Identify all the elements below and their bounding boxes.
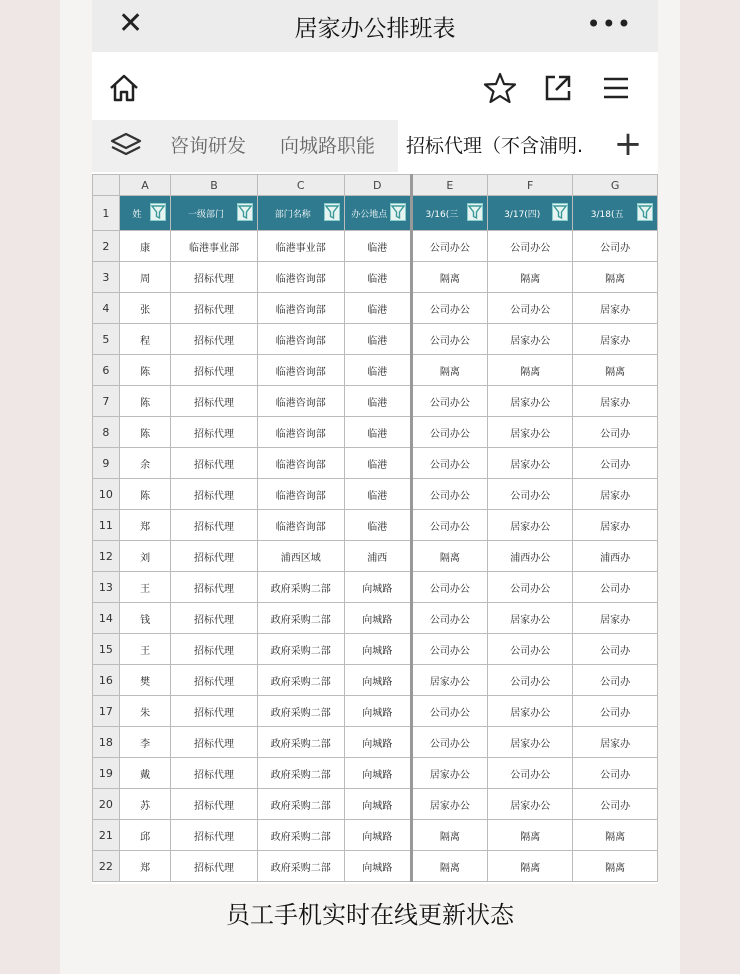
table-cell[interactable]: 公司办公 bbox=[488, 293, 573, 324]
table-cell[interactable]: 公司办公 bbox=[411, 727, 487, 758]
table-cell[interactable]: 隔离 bbox=[573, 820, 658, 851]
table-row bbox=[93, 789, 658, 820]
column-header[interactable]: C bbox=[257, 175, 344, 196]
table-cell[interactable]: 居家办 bbox=[573, 324, 658, 355]
table-row bbox=[93, 231, 658, 262]
table-row bbox=[93, 448, 658, 479]
table-cell[interactable]: 公司办 bbox=[573, 572, 658, 603]
row-number[interactable]: 2 bbox=[93, 231, 120, 262]
table-cell[interactable]: 向城路 bbox=[344, 665, 411, 696]
table-cell[interactable]: 招标代理 bbox=[171, 758, 257, 789]
table-cell[interactable]: 临港 bbox=[344, 417, 411, 448]
row-number[interactable]: 17 bbox=[93, 696, 120, 727]
table-cell[interactable]: 隔离 bbox=[411, 851, 487, 882]
table-cell[interactable]: 程 bbox=[119, 324, 171, 355]
table-cell[interactable]: 临港咨询部 bbox=[257, 355, 344, 386]
table-cell[interactable]: 招标代理 bbox=[171, 510, 257, 541]
table-cell[interactable]: 招标代理 bbox=[171, 355, 257, 386]
table-cell[interactable]: 向城路 bbox=[344, 727, 411, 758]
table-cell[interactable]: 李 bbox=[119, 727, 171, 758]
table-cell[interactable]: 政府采购二部 bbox=[257, 665, 344, 696]
table-cell[interactable]: 临港咨询部 bbox=[257, 417, 344, 448]
table-cell[interactable]: 临港 bbox=[344, 231, 411, 262]
table-cell[interactable]: 政府采购二部 bbox=[257, 603, 344, 634]
table-cell[interactable]: 居家办 bbox=[573, 386, 658, 417]
table-cell[interactable]: 隔离 bbox=[573, 851, 658, 882]
table-cell[interactable]: 公司办 bbox=[573, 634, 658, 665]
table-cell[interactable]: 刘 bbox=[119, 541, 171, 572]
column-header[interactable]: G bbox=[573, 175, 658, 196]
tab-sheet-1[interactable]: 咨询研发 bbox=[170, 135, 247, 157]
table-cell[interactable]: 公司办公 bbox=[411, 634, 487, 665]
table-cell[interactable]: 公司办 bbox=[573, 231, 658, 262]
table-cell[interactable]: 郑 bbox=[119, 510, 171, 541]
row-number[interactable]: 3 bbox=[93, 262, 120, 293]
table-cell[interactable]: 隔离 bbox=[488, 262, 573, 293]
table-cell[interactable]: 公司办 bbox=[573, 789, 658, 820]
table-cell[interactable]: 居家办 bbox=[573, 510, 658, 541]
row-number[interactable]: 10 bbox=[93, 479, 120, 510]
table-cell[interactable]: 政府采购二部 bbox=[257, 789, 344, 820]
table-cell[interactable]: 公司办公 bbox=[411, 324, 487, 355]
row-number[interactable]: 13 bbox=[93, 572, 120, 603]
table-cell[interactable]: 向城路 bbox=[344, 851, 411, 882]
spreadsheet-grid bbox=[92, 174, 658, 884]
table-cell[interactable]: 居家办公 bbox=[488, 386, 573, 417]
table-cell[interactable]: 居家办公 bbox=[488, 448, 573, 479]
table-cell[interactable]: 临港 bbox=[344, 324, 411, 355]
table-cell[interactable]: 临港事业部 bbox=[171, 231, 257, 262]
table-cell[interactable]: 政府采购二部 bbox=[257, 758, 344, 789]
table-cell[interactable]: 政府采购二部 bbox=[257, 696, 344, 727]
table-cell[interactable]: 公司办公 bbox=[411, 417, 487, 448]
table-cell[interactable]: 招标代理 bbox=[171, 386, 257, 417]
table-cell[interactable]: 居家办公 bbox=[488, 603, 573, 634]
table-row bbox=[93, 634, 658, 665]
filter-icon[interactable] bbox=[467, 203, 483, 221]
select-all-corner[interactable] bbox=[93, 175, 120, 196]
header-cell[interactable] bbox=[573, 196, 658, 231]
header-cell[interactable] bbox=[488, 196, 573, 231]
table-cell[interactable]: 政府采购二部 bbox=[257, 851, 344, 882]
table-row bbox=[93, 324, 658, 355]
row-number[interactable]: 18 bbox=[93, 727, 120, 758]
table-cell[interactable]: 临港 bbox=[344, 293, 411, 324]
table-cell[interactable]: 招标代理 bbox=[171, 448, 257, 479]
header-label: 一级部门 bbox=[188, 209, 225, 220]
table-cell[interactable]: 招标代理 bbox=[171, 851, 257, 882]
row-number[interactable]: 20 bbox=[93, 789, 120, 820]
table-cell[interactable]: 临港咨询部 bbox=[257, 324, 344, 355]
table-cell[interactable]: 招标代理 bbox=[171, 417, 257, 448]
table-cell[interactable]: 临港咨询部 bbox=[257, 386, 344, 417]
table-cell[interactable]: 浦西办公 bbox=[488, 541, 573, 572]
row-number[interactable]: 15 bbox=[93, 634, 120, 665]
table-cell[interactable]: 向城路 bbox=[344, 696, 411, 727]
table-row bbox=[93, 572, 658, 603]
filter-icon[interactable] bbox=[637, 203, 653, 221]
page-title: 居家办公排班表 bbox=[294, 16, 456, 42]
column-header[interactable]: F bbox=[488, 175, 573, 196]
sheet-table bbox=[92, 174, 658, 882]
table-cell[interactable]: 居家办 bbox=[573, 293, 658, 324]
table-cell[interactable]: 隔离 bbox=[411, 541, 487, 572]
table-cell[interactable]: 招标代理 bbox=[171, 479, 257, 510]
table-cell[interactable]: 戴 bbox=[119, 758, 171, 789]
home-icon[interactable] bbox=[106, 70, 142, 106]
table-cell[interactable]: 隔离 bbox=[411, 355, 487, 386]
table-cell[interactable]: 隔离 bbox=[411, 262, 487, 293]
table-cell[interactable]: 公司办公 bbox=[411, 231, 487, 262]
table-cell[interactable]: 向城路 bbox=[344, 789, 411, 820]
table-cell[interactable]: 公司办公 bbox=[411, 603, 487, 634]
table-cell[interactable]: 居家办公 bbox=[488, 324, 573, 355]
table-cell[interactable]: 居家办 bbox=[573, 479, 658, 510]
table-row bbox=[93, 727, 658, 758]
table-cell[interactable]: 公司办公 bbox=[411, 448, 487, 479]
header-cell[interactable] bbox=[171, 196, 257, 231]
table-cell[interactable]: 临港 bbox=[344, 479, 411, 510]
table-cell[interactable]: 公司办公 bbox=[411, 386, 487, 417]
column-header[interactable]: E bbox=[411, 175, 487, 196]
table-cell[interactable]: 公司办公 bbox=[411, 572, 487, 603]
filter-icon[interactable] bbox=[552, 203, 568, 221]
table-cell[interactable]: 张 bbox=[119, 293, 171, 324]
column-header-row bbox=[93, 175, 658, 196]
table-cell[interactable]: 公司办公 bbox=[488, 758, 573, 789]
header-cell[interactable] bbox=[119, 196, 171, 231]
table-cell[interactable]: 招标代理 bbox=[171, 293, 257, 324]
table-cell[interactable]: 王 bbox=[119, 634, 171, 665]
row-number[interactable]: 21 bbox=[93, 820, 120, 851]
table-cell[interactable]: 临港 bbox=[344, 510, 411, 541]
table-cell[interactable]: 政府采购二部 bbox=[257, 572, 344, 603]
table-cell[interactable]: 公司办公 bbox=[488, 634, 573, 665]
table-cell[interactable]: 临港 bbox=[344, 262, 411, 293]
close-icon[interactable]: ✕ bbox=[118, 6, 144, 41]
row-number[interactable]: 12 bbox=[93, 541, 120, 572]
table-cell[interactable]: 政府采购二部 bbox=[257, 820, 344, 851]
table-cell[interactable]: 居家办公 bbox=[488, 727, 573, 758]
table-cell[interactable]: 王 bbox=[119, 572, 171, 603]
table-row bbox=[93, 355, 658, 386]
table-cell[interactable]: 居家办公 bbox=[411, 665, 487, 696]
table-cell[interactable]: 公司办公 bbox=[411, 510, 487, 541]
table-header-row bbox=[93, 196, 658, 231]
row-number[interactable]: 9 bbox=[93, 448, 120, 479]
table-row bbox=[93, 758, 658, 789]
table-cell[interactable]: 公司办 bbox=[573, 417, 658, 448]
table-cell[interactable]: 居家办公 bbox=[411, 758, 487, 789]
header-label: 部门名称 bbox=[274, 209, 311, 220]
table-cell[interactable]: 向城路 bbox=[344, 572, 411, 603]
table-cell[interactable]: 临港事业部 bbox=[257, 231, 344, 262]
table-row bbox=[93, 262, 658, 293]
table-cell[interactable]: 樊 bbox=[119, 665, 171, 696]
table-cell[interactable]: 公司办公 bbox=[488, 572, 573, 603]
table-cell[interactable]: 居家办公 bbox=[488, 510, 573, 541]
table-cell[interactable]: 居家办 bbox=[573, 603, 658, 634]
table-cell[interactable]: 居家办 bbox=[573, 727, 658, 758]
table-cell[interactable]: 隔离 bbox=[411, 820, 487, 851]
table-cell[interactable]: 招标代理 bbox=[171, 696, 257, 727]
table-cell[interactable]: 居家办公 bbox=[488, 789, 573, 820]
menu-icon[interactable] bbox=[598, 70, 634, 106]
table-cell[interactable]: 公司办公 bbox=[488, 231, 573, 262]
table-cell[interactable]: 隔离 bbox=[573, 355, 658, 386]
table-cell[interactable]: 临港咨询部 bbox=[257, 293, 344, 324]
table-cell[interactable]: 康 bbox=[119, 231, 171, 262]
table-cell[interactable]: 向城路 bbox=[344, 820, 411, 851]
header-label: 办公地点 bbox=[351, 209, 388, 220]
table-cell[interactable]: 周 bbox=[119, 262, 171, 293]
table-cell[interactable]: 公司办 bbox=[573, 448, 658, 479]
filter-icon[interactable] bbox=[150, 203, 166, 221]
row-number[interactable]: 11 bbox=[93, 510, 120, 541]
table-cell[interactable]: 招标代理 bbox=[171, 603, 257, 634]
table-cell[interactable]: 陈 bbox=[119, 386, 171, 417]
table-cell[interactable]: 招标代理 bbox=[171, 634, 257, 665]
table-cell[interactable]: 招标代理 bbox=[171, 789, 257, 820]
table-cell[interactable]: 公司办公 bbox=[488, 479, 573, 510]
table-cell[interactable]: 招标代理 bbox=[171, 262, 257, 293]
table-cell[interactable]: 隔离 bbox=[488, 355, 573, 386]
table-cell[interactable]: 临港咨询部 bbox=[257, 448, 344, 479]
row-number[interactable]: 8 bbox=[93, 417, 120, 448]
column-header[interactable]: A bbox=[119, 175, 171, 196]
title-bar bbox=[92, 0, 658, 52]
table-cell[interactable]: 招标代理 bbox=[171, 665, 257, 696]
filter-icon[interactable] bbox=[324, 203, 340, 221]
header-label: 3/18(五 bbox=[590, 209, 624, 220]
table-cell[interactable]: 招标代理 bbox=[171, 541, 257, 572]
toolbar bbox=[92, 60, 658, 116]
table-cell[interactable]: 浦西 bbox=[344, 541, 411, 572]
filter-icon[interactable] bbox=[390, 203, 406, 221]
table-cell[interactable]: 招标代理 bbox=[171, 572, 257, 603]
header-cell[interactable] bbox=[257, 196, 344, 231]
table-cell[interactable]: 临港 bbox=[344, 355, 411, 386]
table-cell[interactable]: 公司办公 bbox=[411, 479, 487, 510]
table-cell[interactable]: 公司办 bbox=[573, 696, 658, 727]
table-cell[interactable]: 向城路 bbox=[344, 758, 411, 789]
more-icon[interactable]: ••• bbox=[586, 10, 632, 38]
tab-sheet-3[interactable]: 招标代理（不含浦明. bbox=[398, 120, 598, 172]
table-cell[interactable]: 向城路 bbox=[344, 634, 411, 665]
table-cell[interactable]: 公司办公 bbox=[411, 293, 487, 324]
table-cell[interactable]: 临港咨询部 bbox=[257, 479, 344, 510]
row-number[interactable]: 7 bbox=[93, 386, 120, 417]
header-cell[interactable] bbox=[411, 196, 487, 231]
layers-icon[interactable] bbox=[108, 130, 144, 162]
row-number[interactable]: 5 bbox=[93, 324, 120, 355]
table-cell[interactable]: 居家办公 bbox=[488, 696, 573, 727]
table-cell[interactable]: 隔离 bbox=[488, 851, 573, 882]
header-label: 3/16(三 bbox=[425, 209, 459, 220]
table-row bbox=[93, 479, 658, 510]
row-number[interactable]: 4 bbox=[93, 293, 120, 324]
table-row bbox=[93, 386, 658, 417]
table-cell[interactable]: 公司办 bbox=[573, 665, 658, 696]
table-row bbox=[93, 510, 658, 541]
table-cell[interactable]: 余 bbox=[119, 448, 171, 479]
header-label: 3/17(四) bbox=[504, 209, 541, 220]
table-row bbox=[93, 417, 658, 448]
phone-screen bbox=[92, 0, 658, 884]
table-cell[interactable]: 临港咨询部 bbox=[257, 510, 344, 541]
table-cell[interactable]: 招标代理 bbox=[171, 324, 257, 355]
table-cell[interactable]: 隔离 bbox=[573, 262, 658, 293]
header-label: 姓 bbox=[132, 209, 142, 220]
table-row bbox=[93, 696, 658, 727]
table-row bbox=[93, 820, 658, 851]
table-cell[interactable]: 陈 bbox=[119, 479, 171, 510]
table-cell[interactable]: 朱 bbox=[119, 696, 171, 727]
tab-sheet-2[interactable]: 向城路职能 bbox=[280, 135, 376, 157]
table-cell[interactable]: 居家办公 bbox=[411, 789, 487, 820]
table-cell[interactable]: 政府采购二部 bbox=[257, 634, 344, 665]
header-cell[interactable] bbox=[344, 196, 411, 231]
row-number[interactable]: 6 bbox=[93, 355, 120, 386]
table-cell[interactable]: 郑 bbox=[119, 851, 171, 882]
table-cell[interactable]: 公司办公 bbox=[488, 665, 573, 696]
column-header[interactable]: D bbox=[344, 175, 411, 196]
share-icon[interactable] bbox=[540, 70, 576, 106]
table-cell[interactable]: 政府采购二部 bbox=[257, 727, 344, 758]
table-cell[interactable]: 居家办公 bbox=[488, 417, 573, 448]
table-cell[interactable]: 陈 bbox=[119, 355, 171, 386]
table-cell[interactable]: 临港 bbox=[344, 386, 411, 417]
plus-icon[interactable]: + bbox=[598, 120, 658, 172]
row-number[interactable]: 14 bbox=[93, 603, 120, 634]
table-cell[interactable]: 浦西办 bbox=[573, 541, 658, 572]
table-cell[interactable]: 隔离 bbox=[488, 820, 573, 851]
table-cell[interactable]: 向城路 bbox=[344, 603, 411, 634]
table-row bbox=[93, 603, 658, 634]
table-row bbox=[93, 293, 658, 324]
table-cell[interactable]: 陈 bbox=[119, 417, 171, 448]
table-row bbox=[93, 665, 658, 696]
filter-icon[interactable] bbox=[237, 203, 253, 221]
table-cell[interactable]: 钱 bbox=[119, 603, 171, 634]
table-cell[interactable]: 临港 bbox=[344, 448, 411, 479]
star-icon[interactable] bbox=[482, 70, 518, 106]
table-row bbox=[93, 851, 658, 882]
table-cell[interactable]: 公司办 bbox=[573, 758, 658, 789]
table-row bbox=[93, 541, 658, 572]
row-number[interactable]: 19 bbox=[93, 758, 120, 789]
sheet-tabs bbox=[92, 120, 658, 172]
row-number[interactable]: 22 bbox=[93, 851, 120, 882]
table-cell[interactable]: 邱 bbox=[119, 820, 171, 851]
table-cell[interactable]: 苏 bbox=[119, 789, 171, 820]
column-header[interactable]: B bbox=[171, 175, 257, 196]
row-number[interactable]: 16 bbox=[93, 665, 120, 696]
table-cell[interactable]: 招标代理 bbox=[171, 820, 257, 851]
row-number[interactable]: 1 bbox=[93, 196, 120, 231]
table-cell[interactable]: 公司办公 bbox=[411, 696, 487, 727]
table-cell[interactable]: 招标代理 bbox=[171, 727, 257, 758]
table-cell[interactable]: 浦西区域 bbox=[257, 541, 344, 572]
table-cell[interactable]: 临港咨询部 bbox=[257, 262, 344, 293]
caption: 员工手机实时在线更新状态 bbox=[226, 901, 514, 929]
